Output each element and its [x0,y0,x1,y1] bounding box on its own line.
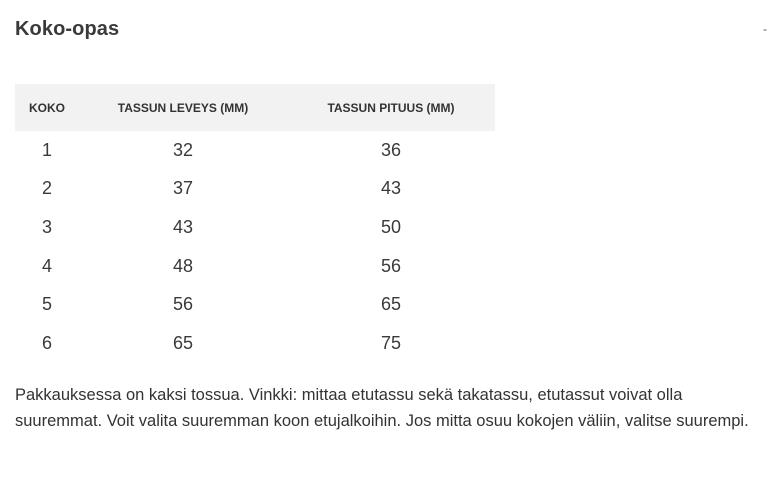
header-paw-width: TASSUN LEVEYS (MM) [117,100,249,115]
size-table [15,84,495,363]
table-header-row [15,84,495,131]
cell-paw-width: 48 [172,255,194,276]
header-paw-length: TASSUN PITUUS (MM) [327,100,455,115]
cell-paw-length: 75 [380,332,402,353]
cell-paw-length: 43 [380,178,402,199]
table-row [15,247,495,286]
cell-paw-width: 56 [172,294,194,315]
cell-paw-width: 32 [172,139,194,160]
cell-paw-length: 50 [380,216,402,237]
cell-size: 2 [42,178,53,199]
cell-paw-length: 56 [380,255,402,276]
cell-paw-width: 65 [172,332,194,353]
table-row [15,285,495,324]
cell-paw-width: 37 [172,178,194,199]
cell-size: 3 [42,216,53,237]
cell-size: 4 [42,255,53,276]
cell-paw-width: 43 [172,216,194,237]
size-note: Pakkauksessa on kaksi tossua. Vinkki: mittaa etutassu sekä takatassu, etutassut voivat olla suuremmat. Voit valita suuremman koon etujalkoihin. Jos mitta osuu kokojen väliin, valitse suurempi. [15,386,749,430]
cell-paw-length: 65 [380,294,402,315]
cell-size: 5 [42,294,53,315]
header-size: KOKO [29,100,65,115]
table-row [15,208,495,247]
corner-mark: - [763,22,767,36]
table-row [15,324,495,363]
page-title: Koko-opas [15,18,120,40]
cell-size: 6 [42,332,53,353]
cell-size: 1 [42,139,53,160]
table-row [15,170,495,209]
table-row [15,131,495,170]
cell-paw-length: 36 [380,139,402,160]
